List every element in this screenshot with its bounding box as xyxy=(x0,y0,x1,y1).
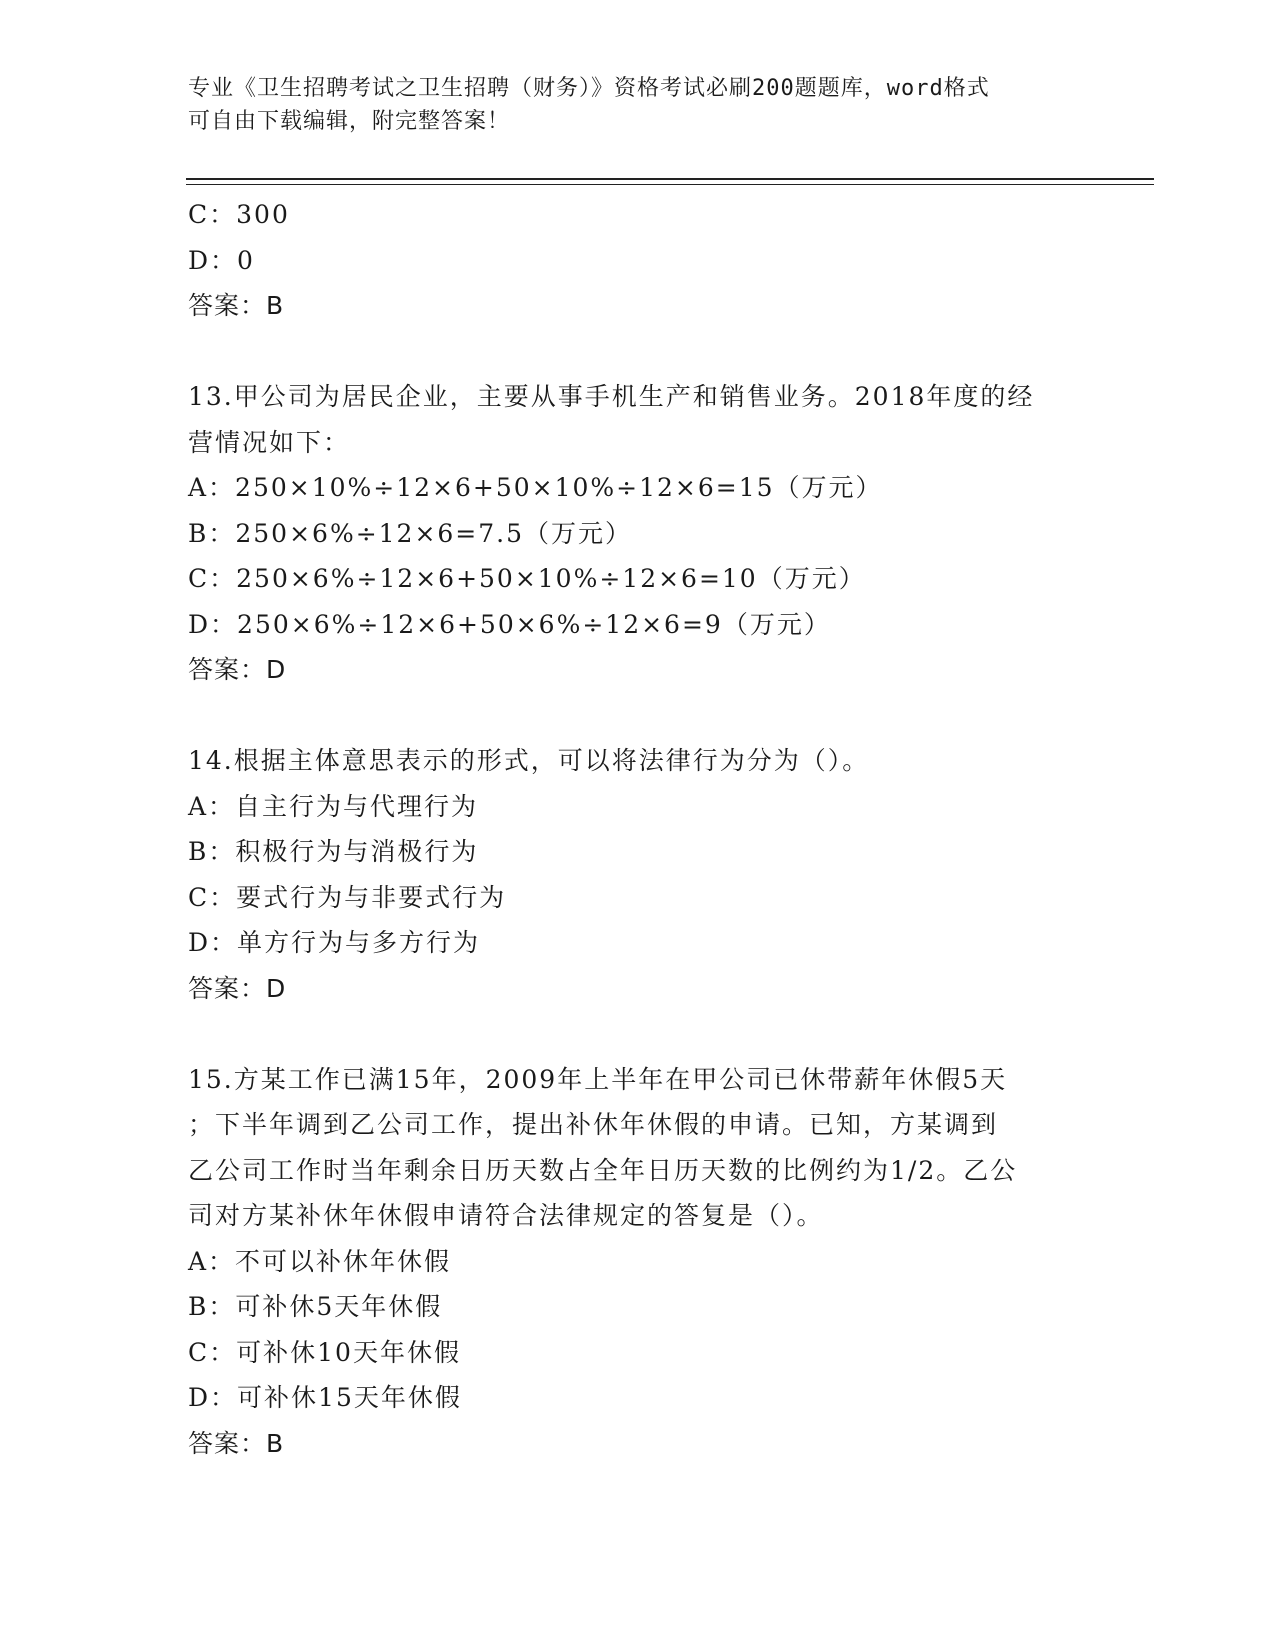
option-a: A：250×10%÷12×6+50×10%÷12×6=15（万元） xyxy=(188,473,883,502)
option-a: A：自主行为与代理行为 xyxy=(188,791,479,821)
header-title-line-1: 专业《卫生招聘考试之卫生招聘（财务）》资格考试必刷200题题库，word格式 xyxy=(188,76,990,101)
question-stem: 15.方某工作已满15年，2009年上半年在甲公司已休带薪年休假5天 xyxy=(188,1064,1008,1094)
question-15 xyxy=(188,1057,1088,1467)
option-c: C：300 xyxy=(188,200,290,229)
document-body xyxy=(188,192,1088,1466)
spacer xyxy=(188,329,1088,375)
option-c: C：要式行为与非要式行为 xyxy=(188,882,507,912)
spacer xyxy=(188,1011,1088,1057)
option-a: A：不可以补休年休假 xyxy=(188,1246,452,1276)
answer-line: 答案：B xyxy=(188,1428,285,1458)
question-13 xyxy=(188,374,1088,693)
option-d: D：可补休15天年休假 xyxy=(188,1383,462,1412)
question-stem: ；下半年调到乙公司工作，提出补休年休假的申请。已知，方某调到 xyxy=(188,1110,999,1139)
option-c: C：250×6%÷12×6+50×10%÷12×6=10（万元） xyxy=(188,564,866,593)
question-stem: 14.根据主体意思表示的形式，可以将法律行为分为（）。 xyxy=(188,746,870,775)
option-d: D：单方行为与多方行为 xyxy=(188,928,481,957)
answer-line: 答案：D xyxy=(188,655,287,684)
page-header xyxy=(188,72,1088,138)
option-b: B：250×6%÷12×6=7.5（万元） xyxy=(188,518,633,548)
option-d: D：0 xyxy=(188,245,255,275)
option-c: C：可补休10天年休假 xyxy=(188,1337,461,1367)
option-b: B：积极行为与消极行为 xyxy=(188,837,479,866)
answer-line: 答案：D xyxy=(188,973,287,1003)
question-stem: 13.甲公司为居民企业，主要从事手机生产和销售业务。2018年度的经 xyxy=(188,382,1035,411)
option-d: D：250×6%÷12×6+50×6%÷12×6=9（万元） xyxy=(188,609,831,639)
question-stem: 营情况如下： xyxy=(188,427,351,457)
spacer xyxy=(188,693,1088,739)
question-12-tail xyxy=(188,192,1088,329)
header-title-line-2: 可自由下载编辑，附完整答案！ xyxy=(188,109,511,134)
question-14 xyxy=(188,738,1088,1011)
question-stem: 乙公司工作时当年剩余日历天数占全年日历天数的比例约为1/2。乙公 xyxy=(188,1155,1018,1185)
option-b: B：可补休5天年休假 xyxy=(188,1292,443,1321)
header-divider-thick xyxy=(186,178,1154,180)
answer-line: 答案：B xyxy=(188,291,285,320)
header-divider-thin xyxy=(186,184,1154,185)
question-stem: 司对方某补休年休假申请符合法律规定的答复是（）。 xyxy=(188,1201,824,1230)
